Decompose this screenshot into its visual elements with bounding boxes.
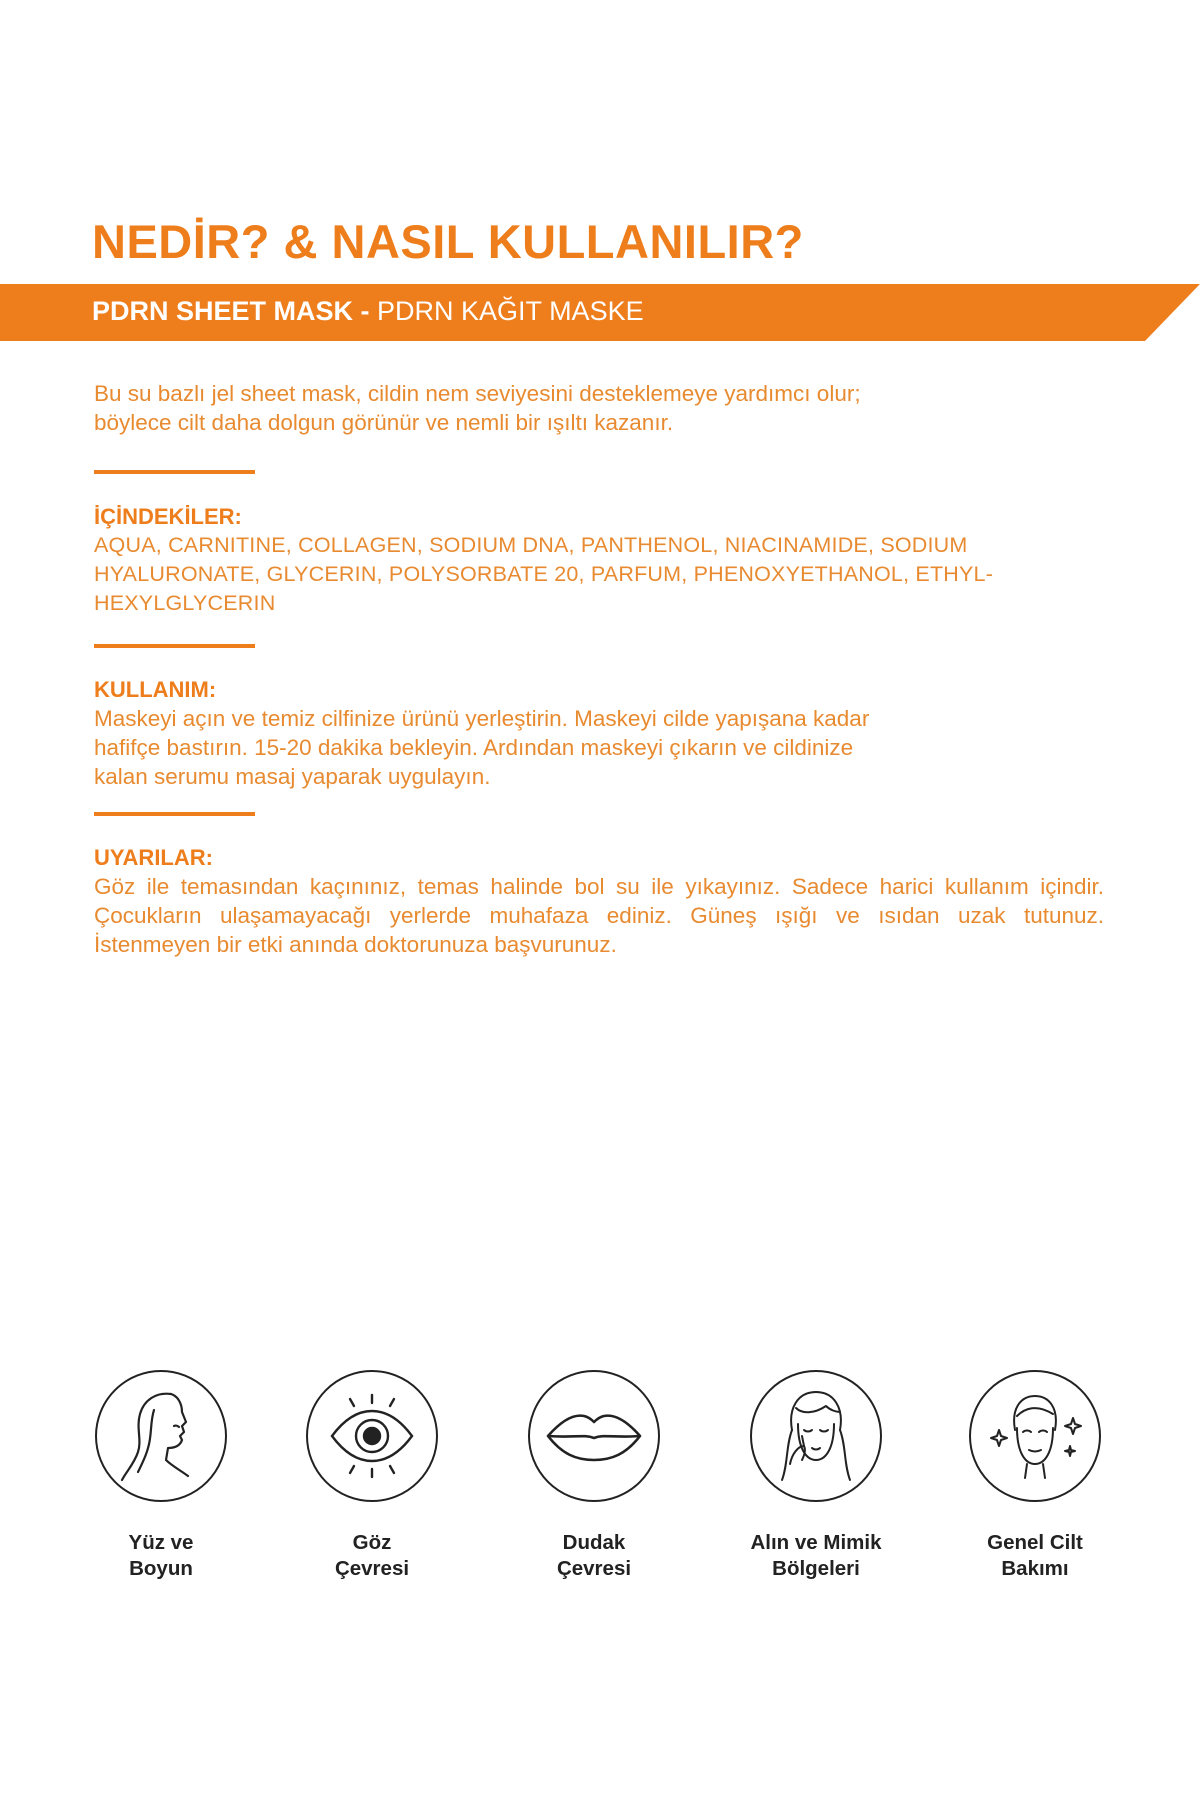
usage-line: Maskeyi açın ve temiz cilfinize ürünü yerleştirin. Maskeyi cilde yapışana kadar [94,706,870,731]
face-profile-icon [116,1386,206,1486]
area-label-line: Dudak [562,1531,626,1554]
area-label [494,1530,694,1582]
area-label-line: Boyun [129,1557,193,1580]
usage-line: kalan serumu masaj yaparak uygulayın. [94,764,491,789]
icon-circle [528,1370,660,1502]
application-areas [0,1370,1200,1590]
icon-circle [306,1370,438,1502]
area-label-line: Yüz ve [128,1531,194,1554]
area-label [61,1530,261,1582]
area-label-line: Çevresi [556,1557,632,1580]
product-name-bold: PDRN SHEET MASK - [92,296,378,326]
product-name-regular: PDRN KAĞIT MASKE [377,296,644,326]
warnings-text: Göz ile temasından kaçınınız, temas halinde bol su ile yıkayınız. Sadece harici kullanım içindir. Çocukların ulaşamayacağı yerlerde muhafaza ediniz. Güneş ışığı ve ısıdan uzak tutunuz. İstenmeyen bir etki anında doktorunuza başvurunuz. [94,874,1104,957]
ingredients-section [94,502,1104,618]
area-label-line: Bölgeleri [772,1557,860,1580]
area-label [272,1530,472,1582]
area-label-line: Alın ve Mimik [750,1531,882,1554]
icon-circle [750,1370,882,1502]
intro-line: Bu su bazlı jel sheet mask, cildin nem seviyesini desteklemeye yardımcı olur; [94,381,861,406]
lips-icon [544,1406,644,1466]
intro-line: böylece cilt daha dolgun görünür ve nemli bir ışıltı kazanır. [94,410,674,435]
usage-section [94,675,1104,791]
area-forehead [716,1370,916,1582]
ingredients-line: AQUA, CARNITINE, COLLAGEN, SODIUM DNA, PANTHENOL, NIACINAMIDE, SODIUM [94,533,968,557]
area-label-line: Bakımı [1001,1557,1069,1580]
area-label-line: Çevresi [334,1557,410,1580]
area-eye [272,1370,472,1582]
ingredients-line: HEXYLGLYCERIN [94,591,276,615]
area-label [935,1530,1135,1582]
eye-icon [324,1391,420,1481]
area-lips [494,1370,694,1582]
warnings-section [94,843,1104,959]
icon-circle [969,1370,1101,1502]
product-banner [0,284,1200,341]
page-title: NEDİR? & NASIL KULLANILIR? [92,215,804,268]
usage-heading: KULLANIM: [94,677,217,702]
area-face-neck [61,1370,261,1582]
intro-text [94,379,1054,437]
area-label [716,1530,916,1582]
ingredients-heading: İÇİNDEKİLER: [94,504,242,529]
divider [94,470,255,474]
icon-circle [95,1370,227,1502]
warnings-heading: UYARILAR: [94,845,213,870]
area-label-line: Genel Cilt [987,1531,1083,1554]
face-sparkle-icon [983,1386,1087,1486]
product-name [92,296,644,327]
ingredients-line: HYALURONATE, GLYCERIN, POLYSORBATE 20, PARFUM, PHENOXYETHANOL, ETHYL- [94,562,994,586]
divider [94,812,255,816]
divider [94,644,255,648]
area-general-care [935,1370,1135,1582]
usage-line: hafifçe bastırın. 15-20 dakika bekleyin. Ardından maskeyi çıkarın ve cildinize [94,735,854,760]
area-label-line: Göz [352,1531,392,1554]
face-hand-icon [768,1384,864,1488]
